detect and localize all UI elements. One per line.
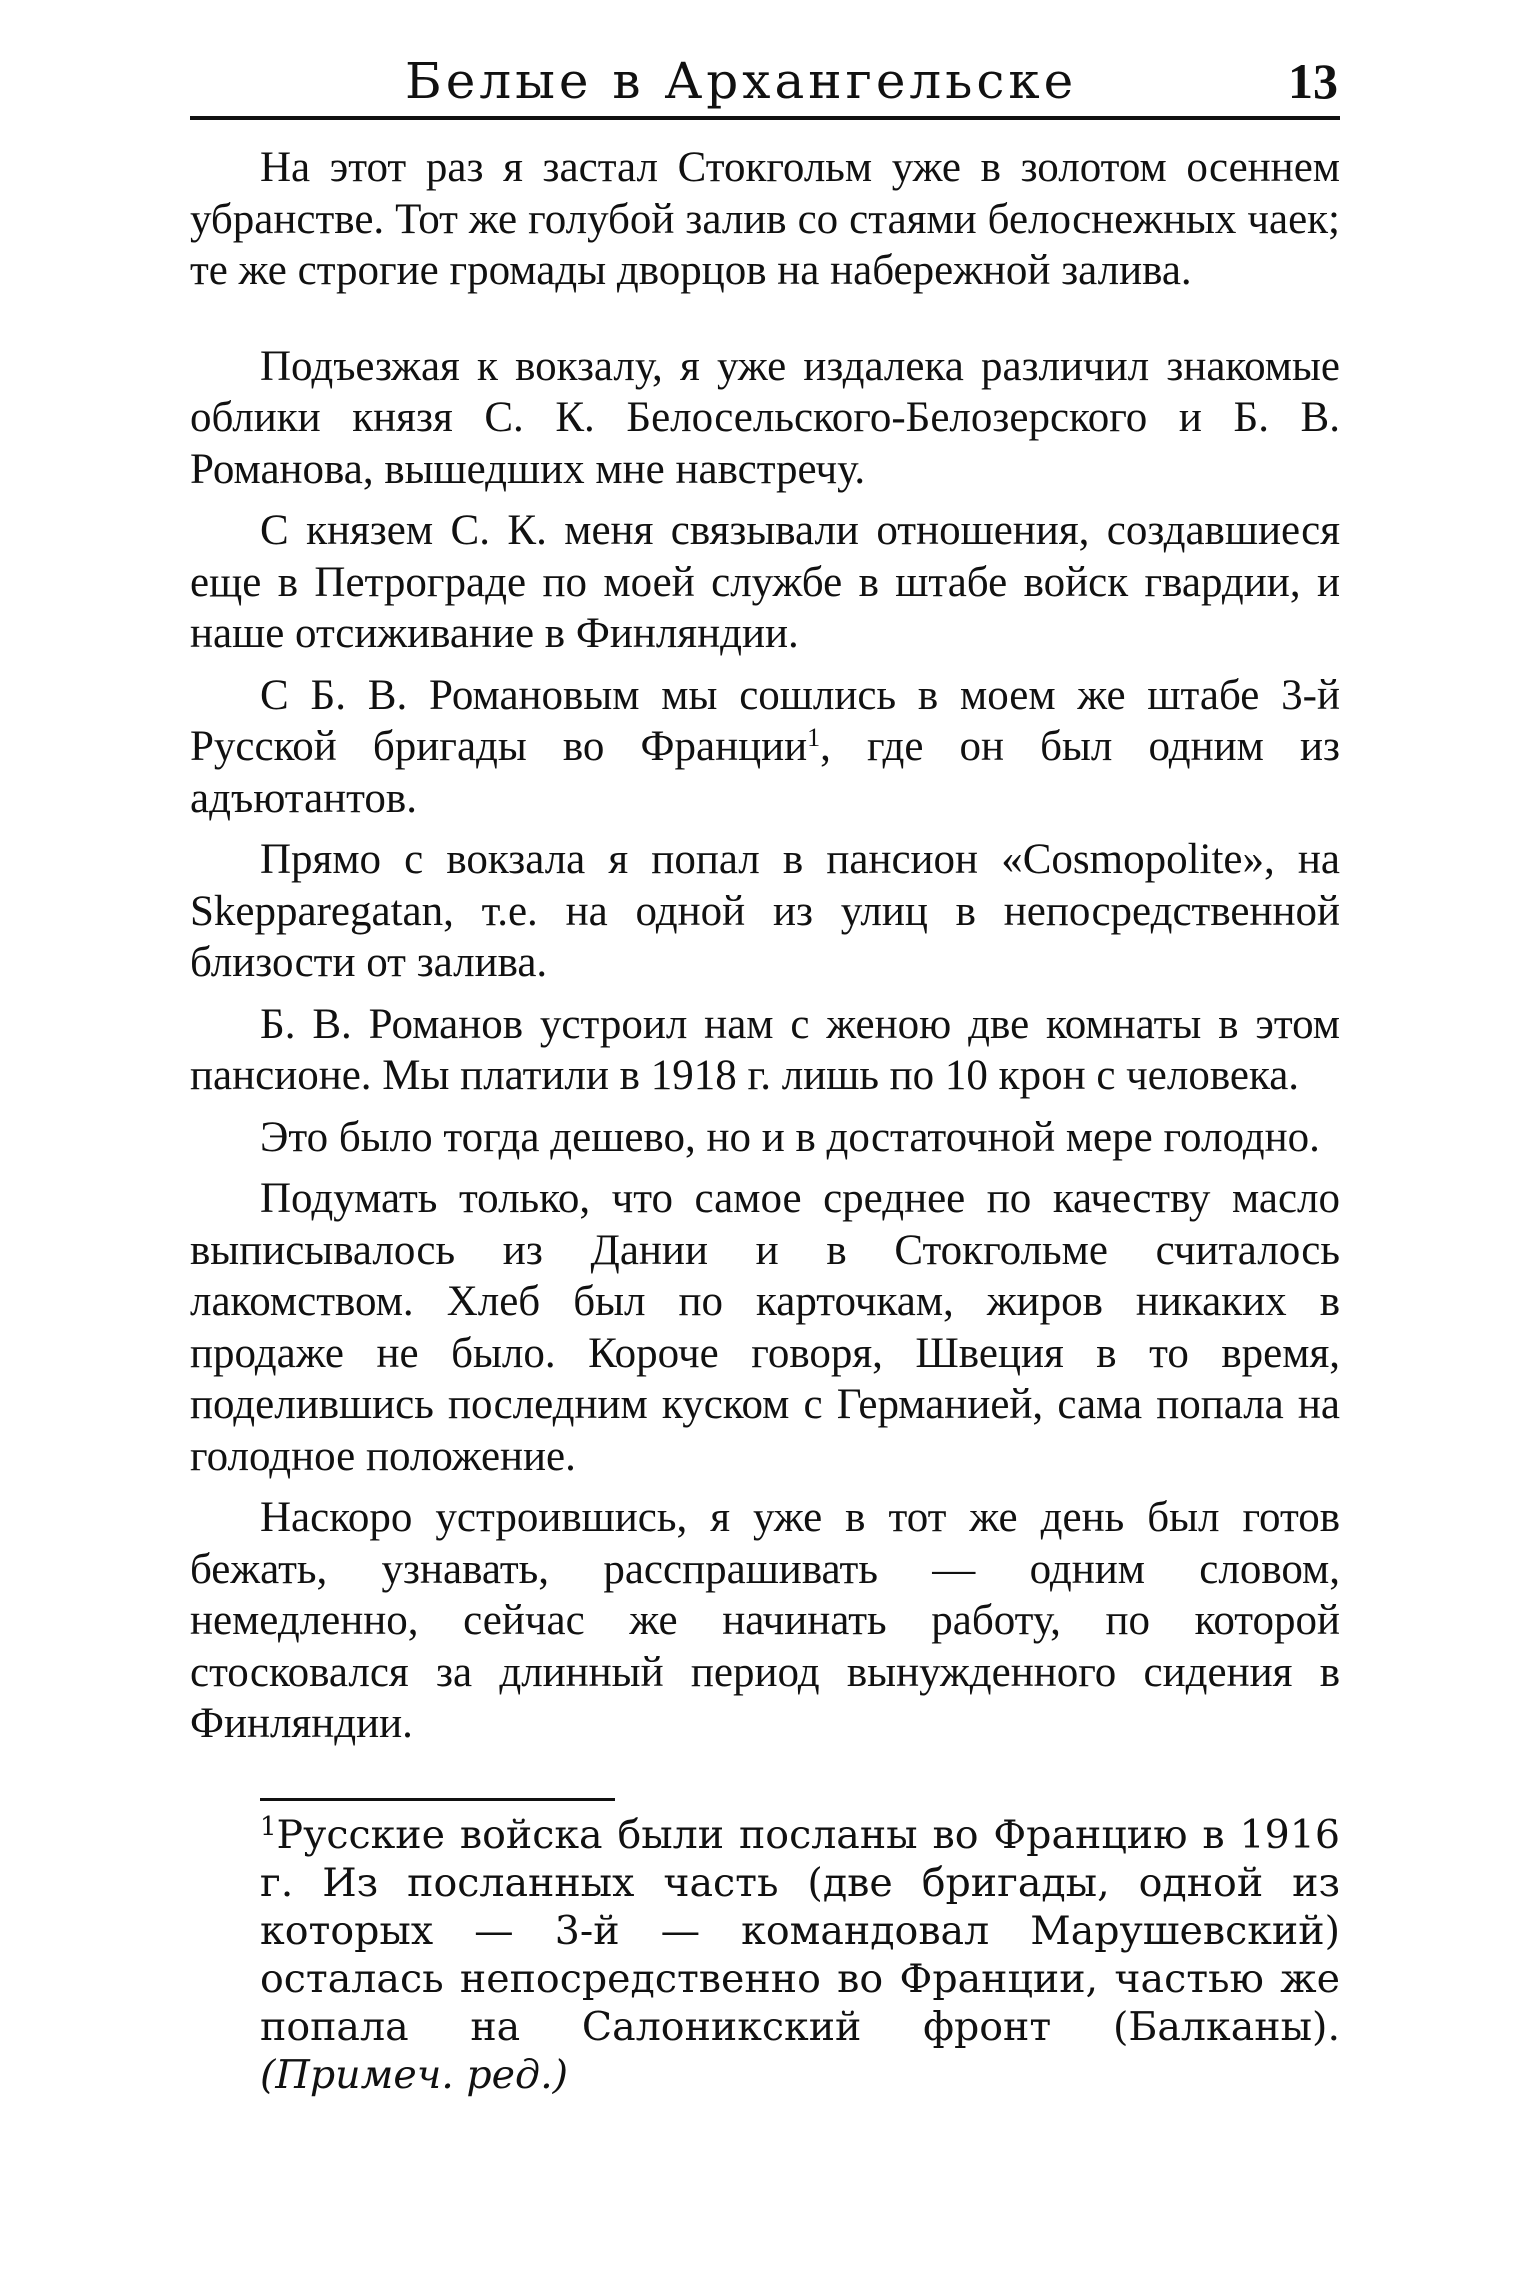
book-page (190, 50, 1340, 2250)
paragraph-food-shortage: Подумать только, что самое среднее по качеству масло выписывалось из Дании и в Стокгольме считалось лакомством. Хлеб был по карточкам, жиров никаких в продаже не было. Короче говоря, Швеция в то время, поделившись последним куском с Германией, сама попала на голодное положение. (190, 1175, 1340, 1480)
paragraph-romanov-brigade (190, 670, 1340, 825)
paragraph-start-work: Наскоро устроившись, я уже в тот же день был готов бежать, узнавать, расспрашивать — одним словом, немедленно, сейчас же начинать работу, по которой стосковался за длинный период вынужденного сидения в Финляндии. (190, 1494, 1340, 1747)
running-header (190, 50, 1340, 120)
editor-note: (Примеч. ред.) (260, 2051, 569, 2098)
footnote-reference: 1 (807, 723, 821, 752)
paragraph-cheap-hungry: Это было тогда дешево, но и в достаточной мере голодно. (260, 1113, 1320, 1161)
footnote (190, 1811, 1340, 2099)
paragraph-rooms: Б. В. Романов устроил нам с женою две комнаты в этом пансионе. Мы платили в 1918 г. лишь по 10 крон с человека. (190, 1000, 1340, 1099)
paragraph-station-arrival: Подъезжая к вокзалу, я уже издалека различил знакомые облики князя С. К. Белосельского-Белозерского и Б. В. Романова, вышедших мне навстречу. (190, 342, 1340, 493)
romanov-text-before-note: С Б. В. Романовым мы сошлись в моем же штабе 3-й Русской бригады во Франции (190, 671, 1340, 770)
body-text (190, 142, 1340, 1750)
romanov-text-after-note: , где он был одним из адъютантов. (190, 723, 1340, 822)
page-number: 13 (1288, 53, 1338, 109)
paragraph-prince-relations: С князем С. К. меня связывали отношения, создавшиеся еще в Петрограде по моей службе в штабе войск гвардии, и наше отсиживание в Финляндии. (190, 507, 1340, 657)
paragraph-pension: Прямо с вокзала я попал в пансион «Cosmopolite», на Skepparegatan, т.е. на одной из улиц в непосредственной близости от залива. (190, 836, 1340, 986)
footnote-text: Русские войска были посланы во Францию в 1916 г. Из посланных часть (две бригады, одной из которых — 3-й — командовал Марушевский) осталась непосредственно во Франции, частью же попала на Салоникский фронт (Балканы). (260, 1811, 1340, 2050)
running-title: Белые в Архангельске (405, 52, 1078, 110)
paragraph-stockholm-autumn: На этот раз я застал Стокгольм уже в золотом осеннем убранстве. Тот же голубой залив со стаями белоснежных чаек; те же строгие громады дворцов на набережной залива. (190, 144, 1340, 294)
footnote-mark: 1 (260, 1811, 277, 1842)
footnote-divider (260, 1798, 615, 1801)
